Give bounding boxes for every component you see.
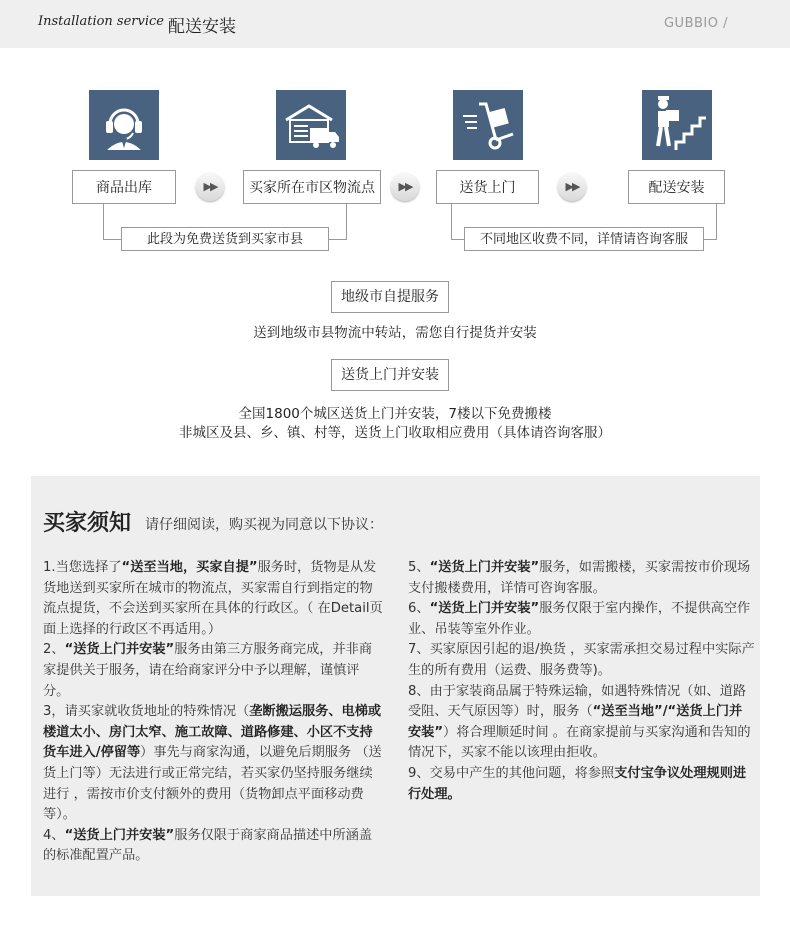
header-script-title: Installation service bbox=[38, 14, 164, 29]
brand-name: GUBBIO / bbox=[663, 16, 728, 31]
notice-emphasis: “送至当地，买家自提” bbox=[121, 560, 258, 575]
notice-item bbox=[408, 640, 755, 681]
step-delivery-install: 配送安装 bbox=[628, 170, 725, 204]
next-arrow-icon: ▶▶ bbox=[391, 173, 419, 201]
warehouse-truck-icon bbox=[276, 90, 346, 160]
notice-text: 1.当您选择了 bbox=[43, 560, 122, 575]
notice-emphasis: 支付宝争议处理规则进行处理。 bbox=[408, 765, 747, 802]
notice-emphasis: “送货上门并安装” bbox=[64, 827, 175, 843]
notice-item bbox=[408, 682, 755, 764]
notice-text: 服务仅限于商家商品描述中所涵盖的标准配置产品。 bbox=[43, 827, 373, 864]
delivery-install-service-label: 送货上门并安装 bbox=[331, 359, 449, 391]
self-pickup-service-desc: 送到地级市县物流中转站，需您自行提货并安装 bbox=[253, 325, 537, 341]
notice-emphasis: “送至当地”/“送货上门并安装” bbox=[408, 704, 743, 740]
step-outbound: 商品出库 bbox=[72, 170, 176, 204]
step-home-delivery: 送货上门 bbox=[436, 170, 539, 204]
delivery-install-desc-2: 非城区及县、乡、镇、村等，送货上门收取相应费用（具体请咨询客服） bbox=[179, 425, 611, 441]
step-logistics-point: 买家所在市区物流点 bbox=[243, 170, 381, 204]
buyer-notice-panel bbox=[31, 476, 760, 896]
notice-item bbox=[43, 640, 383, 702]
notice-text: ）事先与商家沟通，以避免后期服务 （送货上门等）无法进行或正常完结，若买家仍坚持服务继续进行 ，需按市价支付额外的费用（货物卸点平面移动费等）。 bbox=[43, 745, 382, 823]
notice-text: 6、 bbox=[408, 601, 430, 617]
page-title: 配送安装 bbox=[168, 17, 236, 37]
notice-left-column bbox=[43, 558, 383, 867]
notice-text: 2、 bbox=[43, 642, 65, 658]
next-arrow-icon: ▶▶ bbox=[558, 173, 586, 201]
self-pickup-service-label: 地级市自提服务 bbox=[331, 281, 449, 313]
notice-text: ）将合理顺延时间 。在商家提前与买家沟通和告知的情况下，买家不能以该理由拒收。 bbox=[408, 724, 751, 761]
notice-text: 服务由第三方服务商完成，并非商家提供关于服务，请在给商家评分中予以理解，谨慎评分。 bbox=[43, 642, 373, 699]
notice-text: 9、交易中产生的其他问题，将参照 bbox=[408, 765, 615, 781]
courier-stairs-icon bbox=[642, 90, 712, 160]
notice-item bbox=[43, 702, 383, 826]
notice-emphasis: “送货上门并安装” bbox=[429, 601, 540, 617]
notice-item bbox=[43, 826, 383, 867]
paid-delivery-note: 不同地区收费不同，详情请咨询客服 bbox=[464, 227, 704, 251]
notice-text: 服务时，货物是从发货地送到买家所在城市的物流点，买家需自行到指定的物流点提货，不会送到买家所在具体的行政区。（ 在Detail页面上选择的行政区不再适用。） bbox=[43, 560, 383, 637]
next-arrow-icon: ▶▶ bbox=[196, 173, 224, 201]
notice-right-column bbox=[408, 558, 755, 805]
notice-emphasis: 垄断搬运服务、电梯或楼道太小、房门太窄、施工故障、道路修建、小区不支持货车进入/停留等 bbox=[43, 704, 382, 761]
notice-text: 服务仅限于室内操作，不提供高空作业、吊装等室外作业。 bbox=[408, 601, 751, 637]
header-bar bbox=[0, 0, 790, 48]
notice-text: 3，请买家就收货地址的特殊情况（ bbox=[43, 704, 250, 720]
customer-service-headset-icon bbox=[89, 90, 159, 160]
hand-truck-delivery-icon bbox=[453, 90, 523, 160]
notice-title: 买家须知 bbox=[43, 511, 132, 536]
delivery-install-desc-1: 全国1800个城区送货上门并安装，7楼以下免费搬楼 bbox=[238, 406, 552, 422]
notice-item bbox=[408, 558, 755, 599]
notice-text: 7、买家原因引起的退/换货 ，买家需承担交易过程中实际产生的所有费用（运费、服务费等)。 bbox=[408, 642, 755, 678]
notice-item bbox=[408, 764, 755, 805]
notice-item bbox=[43, 558, 383, 640]
notice-text: 5、 bbox=[408, 560, 430, 575]
notice-text: 8、由于家装商品属于特殊运输，如遇特殊情况（如、道路受阻、天气原因等）时，服务（ bbox=[408, 683, 747, 720]
notice-text: 4、 bbox=[43, 827, 65, 843]
free-delivery-note: 此段为免费送货到买家市县 bbox=[121, 227, 329, 251]
notice-emphasis: “送货上门并安装” bbox=[64, 642, 175, 658]
notice-item bbox=[408, 599, 755, 640]
notice-subtitle: 请仔细阅读，购买视为同意以下协议： bbox=[145, 517, 383, 533]
notice-text: 服务，如需搬楼，买家需按市价现场支付搬楼费用，详情可咨询客服。 bbox=[408, 560, 751, 596]
notice-emphasis: “送货上门并安装” bbox=[429, 560, 540, 575]
